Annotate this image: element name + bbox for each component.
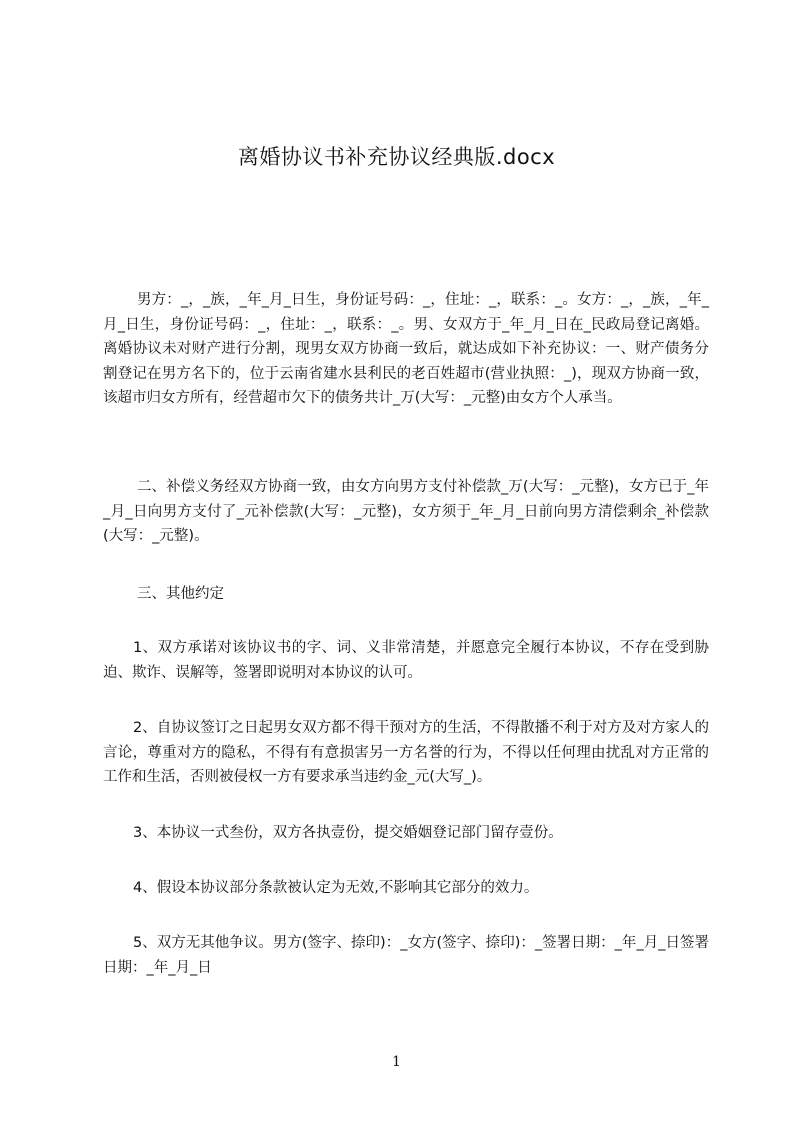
paragraph-clause-5: 5、双方无其他争议。男方(签字、捺印)：_女方(签字、捺印)：_签署日期：_年_月_日签署日期：_年_月_日 xyxy=(103,935,709,976)
paragraph-clause-2: 2、自协议签订之日起男女双方都不得干预对方的生活，不得散播不利于对方及对方家人的言论，尊重对方的隐私，不得有有意损害另一方名誉的行为，不得以任何理由扰乱对方正常的工作和生活，否则被侵权一方有要求承当违约金_元(大写_)。 xyxy=(103,720,709,785)
paragraph-compensation: 二、补偿义务经双方协商一致，由女方向男方支付补偿款_万(大写：_元整)，女方已于_年_月_日向男方支付了_元补偿款(大写：_元整)，女方须于_年_月_日前向男方清偿剩余_补偿款(大写：_元整)。 xyxy=(103,479,709,544)
paragraph-clause-3: 3、本协议一式叁份，双方各执壹份，提交婚姻登记部门留存壹份。 xyxy=(133,825,563,841)
paragraph-clause-1: 1、双方承诺对该协议书的字、词、义非常清楚，并愿意完全履行本协议，不存在受到胁迫、欺诈、误解等，签署即说明对本协议的认可。 xyxy=(103,640,709,681)
document-title: 离婚协议书补充协议经典版.docx xyxy=(237,145,556,169)
paragraph-parties: 男方：_，_族，_年_月_日生，身份证号码：_，住址：_，联系：_。女方：_，_族，_年_月_日生，身份证号码：_，住址：_，联系：_。男、女双方于_年_月_日在_民政局登记离婚。离婚协议未对财产进行分割，现男女双方协商一致后，就达成如下补充协议：一、财产债务分割登记在男方名下的，位于云南省建水县利民的老百姓超市(营业执照：_)，现双方协商一致，该超市归女方所有，经营超市欠下的债务共计_万(大写：_元整)由女方个人承当。 xyxy=(103,292,709,406)
paragraph-clause-4: 4、假设本协议部分条款被认定为无效,不影响其它部分的效力。 xyxy=(133,880,539,896)
paragraph-other-terms-heading: 三、其他约定 xyxy=(137,586,224,602)
page-number: 1 xyxy=(392,1054,401,1070)
